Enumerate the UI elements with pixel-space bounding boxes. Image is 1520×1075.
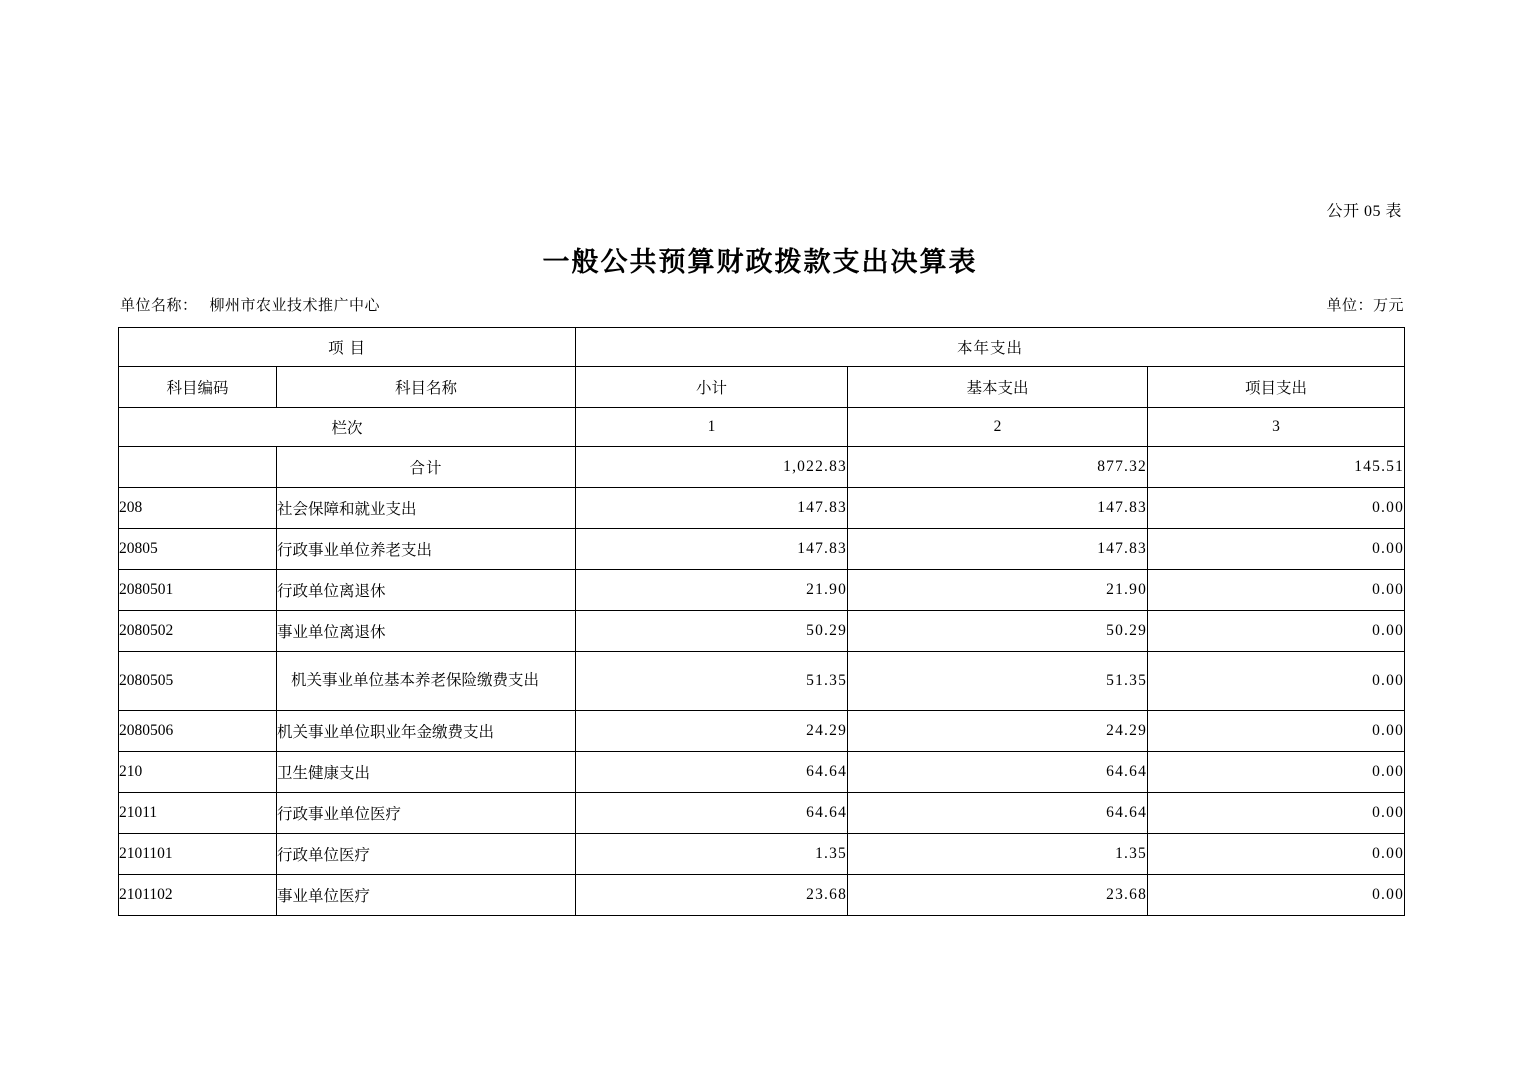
page-title: 一般公共预算财政拨款支出决算表: [542, 247, 978, 277]
row-subtotal: 24.29: [576, 711, 848, 752]
document-meta: [120, 294, 1404, 315]
row-basic: 23.68: [848, 875, 1148, 916]
row-basic: 147.83: [848, 529, 1148, 570]
header-current-year-group: 本年支出: [576, 328, 1405, 367]
table-row: [119, 834, 1405, 875]
row-project: 0.00: [1148, 488, 1405, 529]
header-item-group: 项 目: [119, 328, 576, 367]
table-row: [119, 793, 1405, 834]
header-project: 项目支出: [1148, 367, 1405, 408]
budget-table: [118, 327, 1405, 916]
row-code: 2080501: [119, 570, 277, 611]
row-code: 2080506: [119, 711, 277, 752]
row-name: 社会保障和就业支出: [277, 488, 576, 529]
row-name: 行政事业单位医疗: [277, 793, 576, 834]
table-header-row: [119, 367, 1405, 408]
row-basic: 51.35: [848, 652, 1148, 711]
row-project: 0.00: [1148, 570, 1405, 611]
row-index-label: 栏次: [119, 408, 576, 447]
row-code: 2080502: [119, 611, 277, 652]
row-subtotal: 50.29: [576, 611, 848, 652]
row-name: 卫生健康支出: [277, 752, 576, 793]
row-code: 2101101: [119, 834, 277, 875]
total-code-cell: [119, 447, 277, 488]
row-basic: 21.90: [848, 570, 1148, 611]
row-index-1: 1: [576, 408, 848, 447]
row-subtotal: 51.35: [576, 652, 848, 711]
row-project: 0.00: [1148, 711, 1405, 752]
amount-unit-label: 单位：万元: [1326, 298, 1404, 314]
row-code: 2080505: [119, 652, 277, 711]
row-basic: 64.64: [848, 752, 1148, 793]
row-basic: 24.29: [848, 711, 1148, 752]
row-name: [277, 652, 576, 711]
table-row: [119, 711, 1405, 752]
table-header-group-row: [119, 328, 1405, 367]
total-label: 合计: [277, 447, 576, 488]
row-project: 0.00: [1148, 793, 1405, 834]
total-project: 145.51: [1148, 447, 1405, 488]
table-row: [119, 875, 1405, 916]
row-subtotal: 23.68: [576, 875, 848, 916]
row-code: 20805: [119, 529, 277, 570]
table-column-index-row: [119, 408, 1405, 447]
row-index-2: 2: [848, 408, 1148, 447]
row-project: 0.00: [1148, 875, 1405, 916]
table-row: [119, 611, 1405, 652]
row-name: 行政事业单位养老支出: [277, 529, 576, 570]
table-total-row: [119, 447, 1405, 488]
row-code: 208: [119, 488, 277, 529]
table-row: [119, 488, 1405, 529]
form-number: 公开 05 表: [1326, 203, 1402, 220]
row-name: 机关事业单位职业年金缴费支出: [277, 711, 576, 752]
row-subtotal: 147.83: [576, 488, 848, 529]
row-project: 0.00: [1148, 611, 1405, 652]
unit-name-label: 单位名称：: [120, 298, 198, 314]
row-subtotal: 1.35: [576, 834, 848, 875]
header-subtotal: 小计: [576, 367, 848, 408]
total-subtotal: 1,022.83: [576, 447, 848, 488]
row-subtotal: 21.90: [576, 570, 848, 611]
row-subtotal: 64.64: [576, 793, 848, 834]
table-row: [119, 752, 1405, 793]
row-project: 0.00: [1148, 752, 1405, 793]
table-row: [119, 570, 1405, 611]
row-name: 行政单位离退休: [277, 570, 576, 611]
row-basic: 147.83: [848, 488, 1148, 529]
unit-name-value: 柳州市农业技术推广中心: [209, 298, 381, 314]
row-name-text: 机关事业单位基本养老保险缴费支出: [291, 671, 540, 689]
row-name: 行政单位医疗: [277, 834, 576, 875]
header-name: 科目名称: [277, 367, 576, 408]
header-code: 科目编码: [119, 367, 277, 408]
row-code: 210: [119, 752, 277, 793]
row-subtotal: 147.83: [576, 529, 848, 570]
total-basic: 877.32: [848, 447, 1148, 488]
row-code: 21011: [119, 793, 277, 834]
row-project: 0.00: [1148, 834, 1405, 875]
table-row: [119, 529, 1405, 570]
row-project: 0.00: [1148, 529, 1405, 570]
row-project: 0.00: [1148, 652, 1405, 711]
header-basic: 基本支出: [848, 367, 1148, 408]
row-name: 事业单位离退休: [277, 611, 576, 652]
row-name: 事业单位医疗: [277, 875, 576, 916]
row-basic: 64.64: [848, 793, 1148, 834]
row-code: 2101102: [119, 875, 277, 916]
row-basic: 50.29: [848, 611, 1148, 652]
row-index-3: 3: [1148, 408, 1405, 447]
row-basic: 1.35: [848, 834, 1148, 875]
row-subtotal: 64.64: [576, 752, 848, 793]
table-row: [119, 652, 1405, 711]
unit-name-block: [120, 294, 380, 315]
